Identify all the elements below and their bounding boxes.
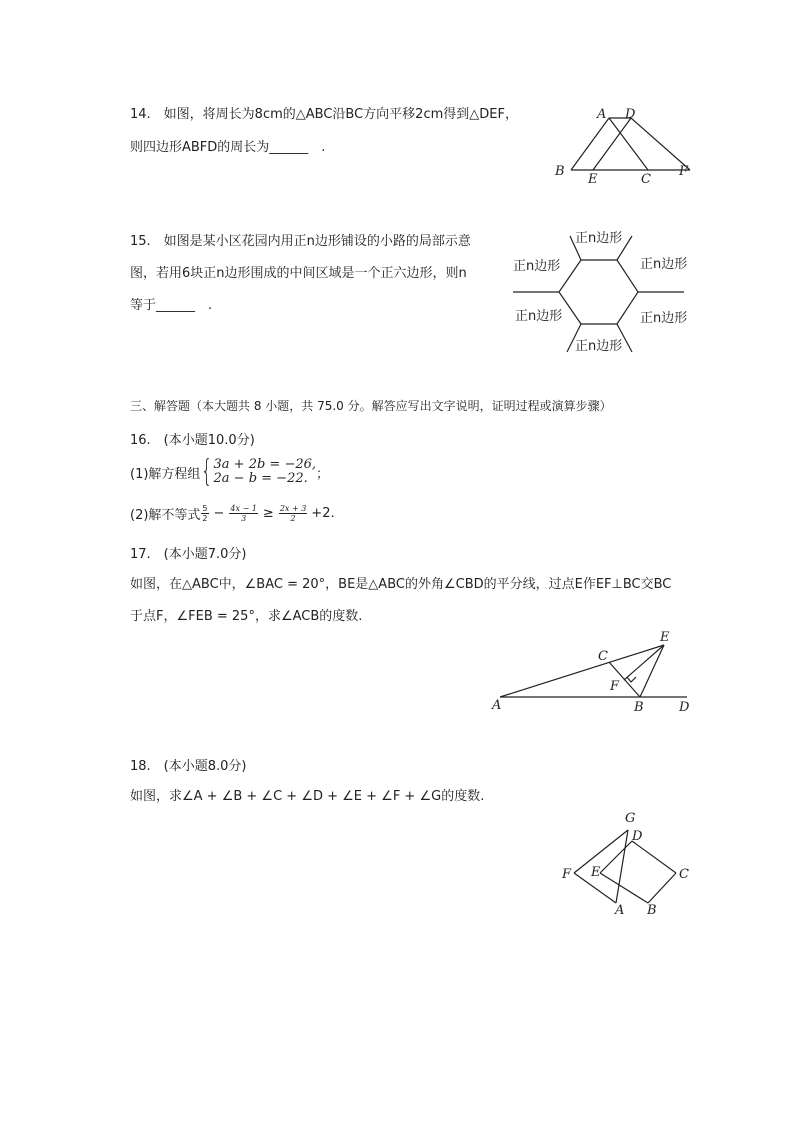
q15-line3: 等于______ . bbox=[130, 298, 213, 313]
q17-line1: 如图，在△ABC中，∠BAC = 20°，BE是△ABC的外角∠CBD的平分线，过点E作EF⊥BC交BC bbox=[130, 577, 672, 592]
q16-part2-tail: +2. bbox=[311, 505, 335, 521]
q17-label-c: C bbox=[598, 649, 608, 664]
q16-part1-suffix: ； bbox=[316, 466, 330, 482]
fraction-5-2: $\frac{5}{2}$ bbox=[202, 503, 208, 523]
section3-heading: 三、解答题（本大题共 8 小题，共 75.0 分。解答应写出文字说明，证明过程或演算步骤） bbox=[130, 399, 612, 413]
q16-equation-2: 2a − b = −22. bbox=[213, 471, 308, 486]
q14-label-e: E bbox=[588, 172, 598, 187]
q16-equation-1: 3a + 2b = −26, bbox=[213, 457, 317, 472]
q17-header: 17. (本小题7.0分) bbox=[130, 547, 247, 562]
q16-header: 16. (本小题10.0分) bbox=[130, 433, 255, 448]
fraction-4x-1-over-3: $\frac{4x - 1}{3}$ bbox=[230, 503, 257, 523]
q17-label-d: D bbox=[679, 700, 690, 715]
fraction-2x-plus-3-over-2: $\frac{2x + 3}{2}$ bbox=[279, 503, 307, 523]
q18-label-c: C bbox=[679, 867, 689, 882]
q18-label-b: B bbox=[647, 903, 657, 918]
q18-label-e: E bbox=[591, 865, 601, 880]
q14-label-c: C bbox=[641, 172, 651, 187]
q18-header: 18. (本小题8.0分) bbox=[130, 759, 247, 774]
q15-label-upper-left: 正n边形 bbox=[513, 259, 561, 274]
q17-label-b: B bbox=[634, 700, 644, 715]
q17-label-e: E bbox=[660, 630, 670, 645]
q14-line1: 14. 如图，将周长为8cm的△ABC沿BC方向平移2cm得到△DEF， bbox=[130, 107, 518, 122]
q18-line1: 如图，求∠A + ∠B + ∠C + ∠D + ∠E + ∠F + ∠G的度数. bbox=[130, 789, 485, 804]
q17-label-a: A bbox=[492, 698, 502, 713]
q16-part1-prefix: (1)解方程组 bbox=[130, 466, 201, 482]
minus-sign: − bbox=[213, 505, 225, 521]
q15-label-bottom: 正n边形 bbox=[575, 339, 623, 354]
q18-label-a: A bbox=[615, 903, 625, 918]
q18-label-g: G bbox=[625, 811, 636, 826]
q14-label-b: B bbox=[555, 164, 565, 179]
q14-label-a: A bbox=[597, 107, 607, 122]
q15-label-top: 正n边形 bbox=[575, 231, 623, 246]
q18-label-d: D bbox=[632, 829, 643, 844]
q14-label-f: F bbox=[679, 164, 689, 179]
q15-label-lower-right: 正n边形 bbox=[640, 311, 688, 326]
q15-line2: 图，若用6块正n边形围成的中间区域是一个正六边形，则n bbox=[130, 266, 467, 281]
q18-label-f: F bbox=[562, 867, 572, 882]
q15-label-lower-left: 正n边形 bbox=[515, 309, 563, 324]
geq-sign: ≥ bbox=[262, 505, 274, 521]
q15-line1: 15. 如图是某小区花园内用正n边形铺设的小路的局部示意 bbox=[130, 234, 471, 249]
q14-line2: 则四边形ABFD的周长为______ . bbox=[130, 140, 326, 155]
q17-line2: 于点F，∠FEB = 25°，求∠ACB的度数. bbox=[130, 609, 363, 624]
left-brace: { bbox=[201, 454, 213, 489]
q14-label-d: D bbox=[625, 107, 636, 122]
q15-label-upper-right: 正n边形 bbox=[640, 257, 688, 272]
q16-part2-prefix: (2)解不等式 bbox=[130, 507, 201, 523]
q17-label-f: F bbox=[610, 679, 620, 694]
